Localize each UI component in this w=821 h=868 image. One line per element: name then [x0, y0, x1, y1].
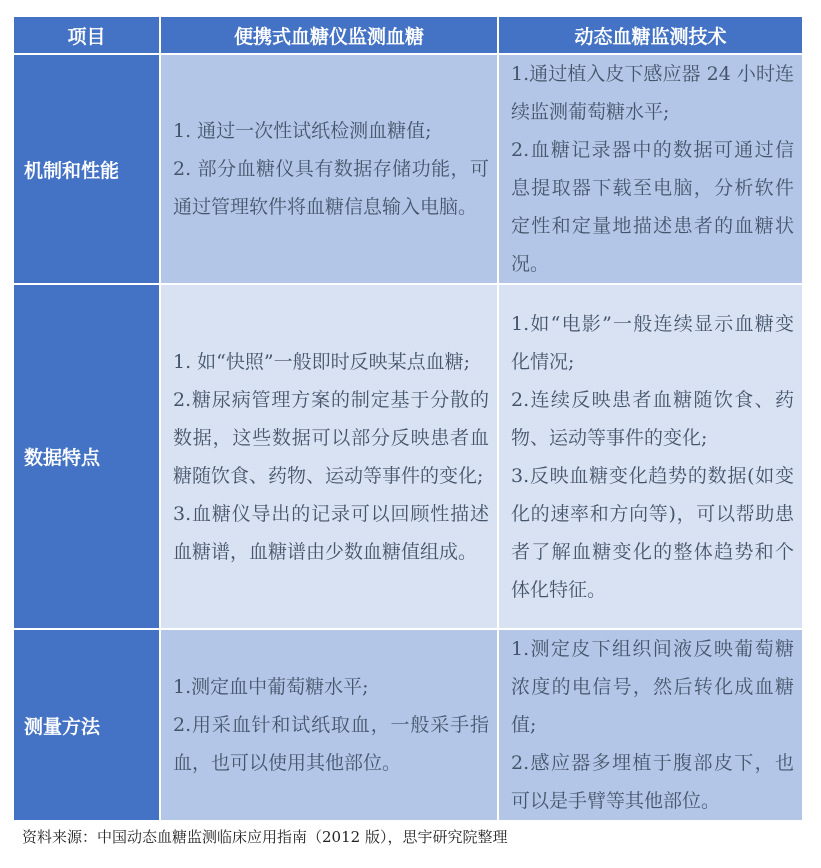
- cgm-cell: [498, 629, 803, 821]
- comparison-table: [12, 15, 804, 822]
- row-label: 测量方法: [13, 629, 160, 821]
- portable-cell: [160, 629, 498, 821]
- cell-line: 1.如“电影”一般连续显示血糖变化情况;: [511, 312, 794, 373]
- cell-line: 2.用采血针和试纸取血，一般采手指血，也可以使用其他部位。: [173, 714, 489, 774]
- table-row: [13, 629, 803, 821]
- cgm-cell: [498, 54, 803, 284]
- cell-line: 3.血糖仪导出的记录可以回顾性描述血糖谱，血糖谱由少数血糖值组成。: [173, 502, 489, 563]
- header-portable: 便携式血糖仪监测血糖: [160, 16, 498, 54]
- cell-line: 1. 通过一次性试纸检测血糖值;: [173, 120, 432, 142]
- cell-line: 1.测定血中葡萄糖水平;: [173, 676, 369, 698]
- row-label: 机制和性能: [13, 54, 160, 284]
- cell-line: 2.感应器多埋植于腹部皮下，也可以是手臂等其他部位。: [511, 752, 794, 812]
- portable-cell: [160, 284, 498, 629]
- cell-line: 1.通过植入皮下感应器 24 小时连续监测葡萄糖水平;: [511, 63, 794, 123]
- source-note: 资料来源：中国动态血糖监测临床应用指南（2012 版），思宇研究院整理: [22, 828, 508, 846]
- row-label: 数据特点: [13, 284, 160, 629]
- table-row: [13, 54, 803, 284]
- portable-cell: [160, 54, 498, 284]
- cell-line: 1. 如“快照”一般即时反映某点血糖;: [173, 350, 470, 373]
- cgm-cell: [498, 284, 803, 629]
- header-row: [13, 16, 803, 54]
- cell-line: 2.连续反映患者血糖随饮食、药物、运动等事件的变化;: [511, 388, 794, 449]
- header-cgm: 动态血糖监测技术: [498, 16, 803, 54]
- cell-line: 2.糖尿病管理方案的制定基于分散的 数据，这些数据可以部分反映患者血糖随饮食、药物、运动等事件的变化;: [173, 388, 489, 487]
- header-item: 项目: [13, 16, 160, 54]
- cell-line: 1.测定皮下组织间液反映葡萄糖浓度的电信号，然后转化成血糖值;: [511, 638, 794, 736]
- table-row: [13, 284, 803, 629]
- cell-line: 2.血糖记录器中的数据可通过信息提取器下载至电脑，分析软件定性和定量地描述患者的血糖状况。: [511, 139, 794, 275]
- cell-line: 3.反映血糖变化趋势的数据(如变化的速率和方向等)，可以帮助患者了解血糖变化的整体趋势和个体化特征。: [511, 464, 794, 601]
- cell-line: 2. 部分血糖仪具有数据存储功能，可通过管理软件将血糖信息输入电脑。: [173, 158, 489, 218]
